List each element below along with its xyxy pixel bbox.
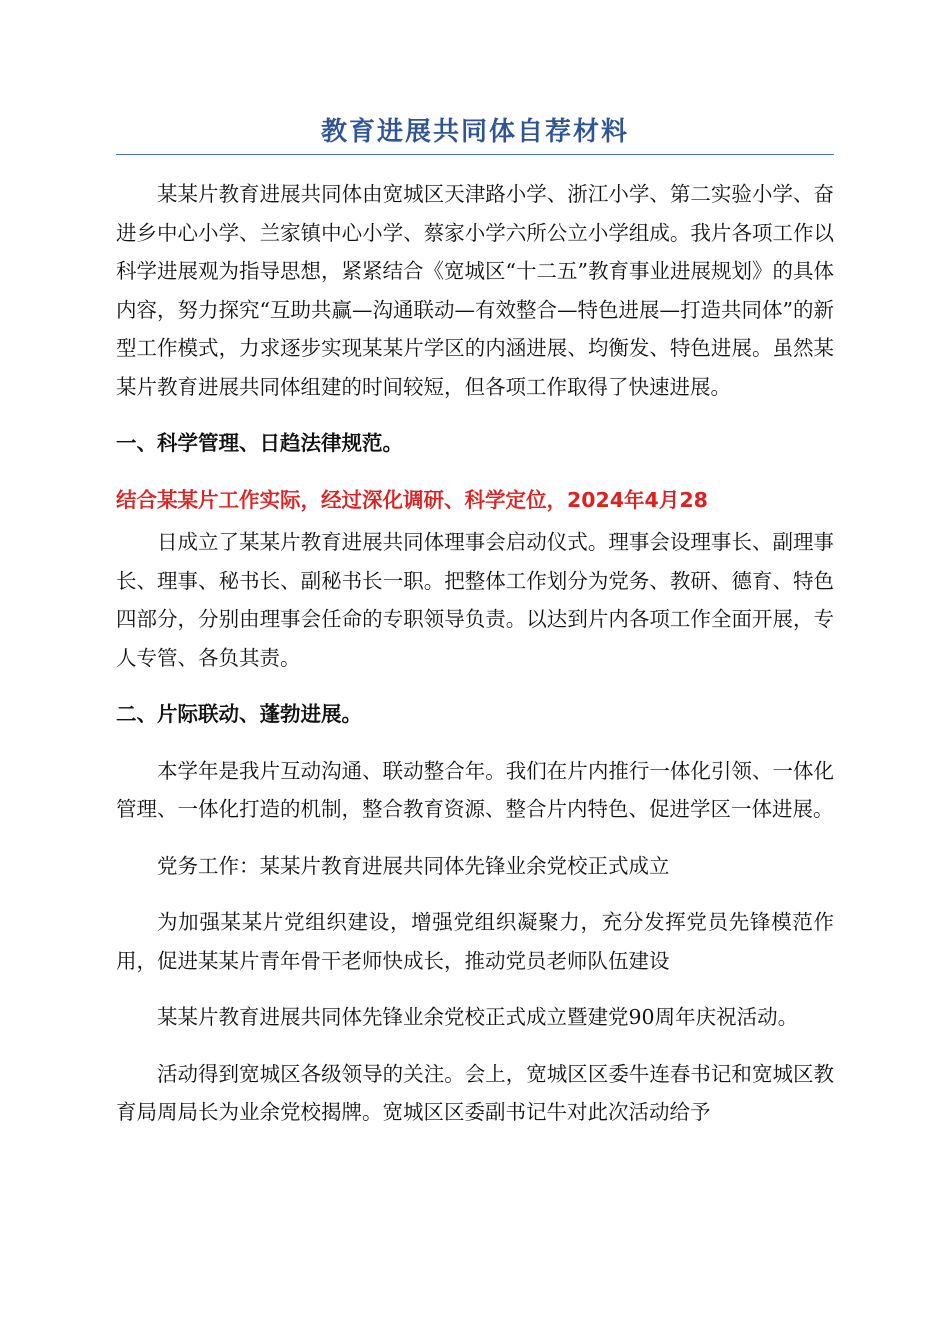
paragraph-intro: 某某片教育进展共同体由宽城区天津路小学、浙江小学、第二实验小学、奋进乡中心小学、兰家镇中心小学、蔡家小学六所公立小学组成。我片各项工作以科学进展观为指导思想，紧紧结合《宽城区“十二五”教育事业进展规划》的具体内容，努力探究“互助共赢—沟通联动—有效整合—特色进展—打造共同体”的新型工作模式，力求逐步实现某某片学区的内涵进展、均衡发、特色进展。虽然某某片教育进展共同体组建的时间较短，但各项工作取得了快速进展。 bbox=[116, 182, 834, 399]
paragraph-party-school: 某某片教育进展共同体先锋业余党校正式成立暨建党90周年庆祝活动。 bbox=[157, 1005, 799, 1029]
paragraph-event: 活动得到宽城区各级领导的关注。会上，宽城区区委牛连春书记和宽城区教育局周局长为业余党校揭牌。宽城区区委副书记牛对此次活动给予 bbox=[116, 1061, 834, 1124]
section-heading-1: 一、科学管理、日趋法律规范。 bbox=[116, 431, 403, 455]
paragraph-council: 日成立了某某片教育进展共同体理事会启动仪式。理事会设理事长、副理事长、理事、秘书长、副秘书长一职。把整体工作划分为党务、教研、德育、特色四部分，分别由理事会任命的专职领导负责。以达到片内各项工作全面开展，专人专管、各负其责。 bbox=[116, 530, 834, 670]
document-page bbox=[116, 112, 834, 1150]
paragraph-party-purpose: 为加强某某片党组织建设，增强党组织凝聚力，充分发挥党员先锋模范作用，促进某某片青年骨干老师快成长，推动党员老师队伍建设 bbox=[116, 910, 834, 973]
highlighted-heading: 结合某某片工作实际，经过深化调研、科学定位，2024年4月28 bbox=[116, 487, 708, 512]
document-title: 教育进展共同体自荐材料 bbox=[320, 117, 629, 147]
paragraph-party-work: 党务工作：某某片教育进展共同体先锋业余党校正式成立 bbox=[157, 853, 670, 878]
title-underline bbox=[116, 154, 834, 155]
paragraph-integration: 本学年是我片互动沟通、联动整合年。我们在片内推行一体化引领、一体化管理、一体化打造的机制，整合教育资源、整合片内特色、促进学区一体进展。 bbox=[116, 758, 834, 821]
section-heading-2: 二、片际联动、蓬勃进展。 bbox=[116, 702, 362, 726]
